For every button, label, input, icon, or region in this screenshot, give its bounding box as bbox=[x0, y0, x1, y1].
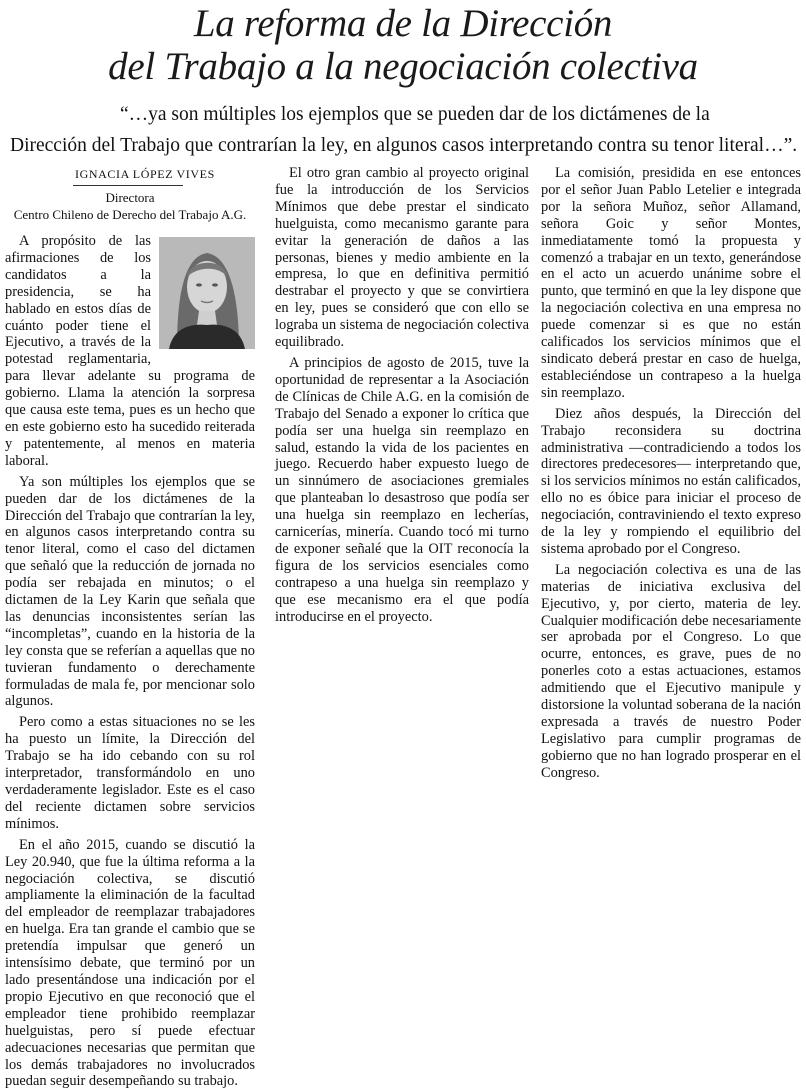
column-3 bbox=[541, 165, 801, 781]
paragraph-3: Pero como a estas situaciones no se les ha puesto un límite, la Dirección del Trabajo se ha ido cebando con su rol interpretador, transformándolo en uno verdaderamente legislador. Este es el caso del reciente dictamen sobre servicios mínimos. bbox=[5, 714, 255, 832]
pull-quote bbox=[10, 99, 800, 161]
author-name: IGNACIA LÓPEZ VIVES bbox=[75, 167, 215, 181]
pull-quote-line-2: Dirección del Trabajo que contrarían la ley, en algunos casos interpretando contra su tenor literal…”. bbox=[10, 135, 798, 156]
headline-line-1: La reforma de la Dirección bbox=[193, 2, 613, 45]
paragraph-2: Ya son múltiples los ejemplos que se pueden dar de los dictámenes de la Dirección del Trabajo que contrarían la ley, en algunos casos interpretando contra su tenor literal, como el caso del dictamen que señaló que la reducción de jornada no podía ser rebajada en minutos; o el dictamen de la Ley Karin que señala que las denuncias inconsistentes serían las “incompletas”, cuando en la historia de la ley consta que se referían a aquellas que no tuvieran fundamento o derechamente formuladas de mala fe, por mencionar solo algunos. bbox=[5, 473, 255, 710]
byline bbox=[5, 165, 255, 223]
headline bbox=[0, 2, 806, 88]
author-photo bbox=[159, 237, 255, 349]
paragraph-7: La comisión, presidida en ese entonces por el señor Juan Pablo Letelier e integrada por la señora Muñoz, señor Allamand, señora Goic y señor Montes, inmediatamente tomó la propuesta y comenzó a trabajar en un texto, generándose en el acto un acuerdo unánime sobre el punto, que terminó en que la ley dispone que la negociación colectiva en una empresa no puede comenzar si es que no están calificados los servicios mínimos que el sindicato deberá prestar en caso de huelga, estableciéndose un contrapeso a la huelga sin reemplazo. bbox=[541, 165, 801, 401]
column-1 bbox=[5, 165, 255, 1090]
byline-rule bbox=[73, 185, 183, 186]
paragraph-5: El otro gran cambio al proyecto original fue la introducción de los Servicios Mínimos que debe prestar el sindicato huelguista, como mecanismo garante para evitar la generación de daños a las personas, bienes y medio ambiente en la empresa, lo que en definitiva permitió destrabar el proyecto y que se convirtiera en ley, pues se consideró que con ello se lograba un sistema de negociación colectiva equilibrado. bbox=[275, 165, 529, 351]
paragraph-9: La negociación colectiva es una de las materias de iniciativa exclusiva del Ejecutivo, y, por cierto, materia de ley. Cualquier modificación debe necesariamente ser aprobada por el Congreso. Lo que ocurre, entonces, es grave, pues de no ponerles coto a estas actuaciones, estamos admitiendo que el Ejecutivo manipule y distorsione la voluntad soberana de la nación expresada a través de nuestro Poder Legislativo para cumplir programas de gobierno que no han logrado prosperar en el Congreso. bbox=[541, 561, 801, 781]
column-2 bbox=[275, 165, 529, 745]
paragraph-6: A principios de agosto de 2015, tuve la oportunidad de representar a la Asociación de Clínicas de Chile A.G. en la comisión de Trabajo del Senado a exponer lo crítica que podía ser una huelga sin reemplazo en salud, estando la vida de los pacientes en juego. Recuerdo haber expuesto luego de un sinnúmero de asociaciones gremiales que planteaban lo desastroso que podía ser una huelga sin reemplazo en lecherías, carnicerías, minería. Cuando tocó mi turno de exponer señalé que la OIT reconocía la figura de los servicios esenciales como contrapeso a una huelga sin reemplazo y que ese mecanismo era el que podía introducirse en el proyecto. bbox=[275, 354, 529, 625]
pull-quote-line-1: “…ya son múltiples los ejemplos que se pueden dar de los dictámenes de la bbox=[120, 104, 710, 125]
paragraph-1: A propósito de las afirmaciones de los candidatos a la presidencia, se ha hablado en estos días de cuánto poder tiene el Ejecutivo, a través de la potestad reglamentaria, para llevar adelante su programa de gobierno. Llama la atención la sorpresa que causa este tema, pues es un hecho que en este gobierno esto ha sucedido reiterada y patentemente, al menos en materia laboral. bbox=[5, 233, 255, 469]
headline-line-2: del Trabajo a la negociación colectiva bbox=[108, 45, 698, 88]
paragraph-8: Diez años después, la Dirección del Trabajo reconsidera su doctrina administrativa —contradiciendo a todos los directores predecesores— interpretando que, si los servicios mínimos no están calificados, ello no es óbice para iniciar el proceso de negociación, contraviniendo el texto expreso de la ley y rompiendo el equilibrio del sistema aprobado por el Congreso. bbox=[541, 405, 801, 557]
author-portrait-image bbox=[159, 237, 255, 349]
paragraph-4: En el año 2015, cuando se discutió la Ley 20.940, que fue la última reforma a la negociación colectiva, se discutió ampliamente la eliminación de la facultad del empleador de reemplazar trabajadores en huelga. Era tan grande el cambio que se pretendía impulsar que generó un intensísimo debate, que terminó por un lado presentándose una indicación por el propio Ejecutivo en que reconoció que el empleador tiene prohibido reemplazar huelguistas, pero sí puede efectuar adecuaciones necesarias que permitan que los demás trabajadores no involucrados puedan seguir desempeñando su trabajo. bbox=[5, 836, 255, 1090]
author-role: Directora bbox=[105, 190, 155, 205]
author-organization: Centro Chileno de Derecho del Trabajo A.G. bbox=[13, 207, 247, 222]
